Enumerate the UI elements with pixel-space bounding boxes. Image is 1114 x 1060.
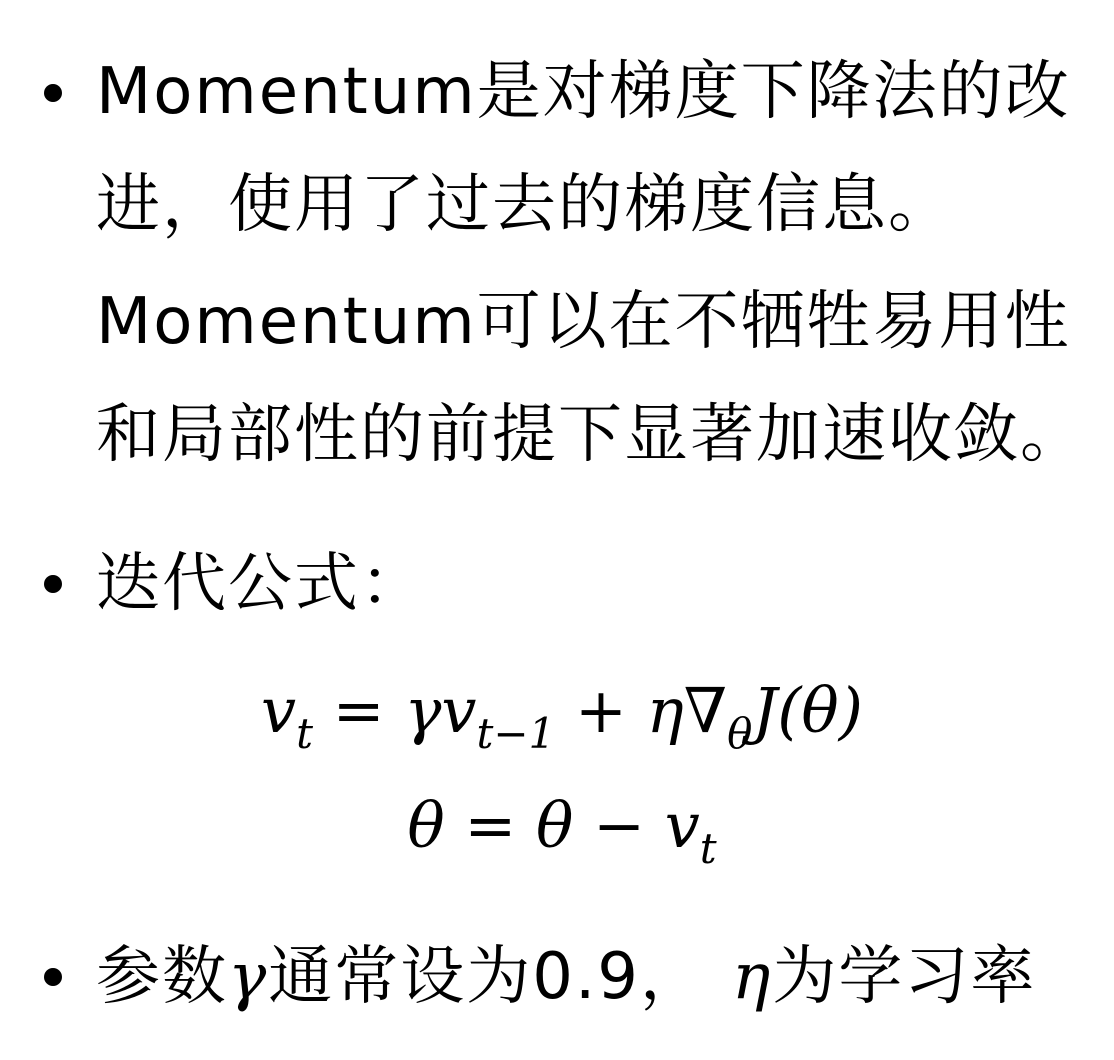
bullet-2-label: 迭代公式： bbox=[96, 547, 426, 621]
bullet-3-post: 为学习率 bbox=[772, 940, 1037, 1014]
bullet-3-gamma: γ bbox=[228, 940, 269, 1014]
formula-nabla: ∇ bbox=[683, 674, 728, 747]
formula-sub-theta: θ bbox=[727, 709, 753, 758]
formula-sub-t-minus-1: t−1 bbox=[476, 709, 556, 758]
formula-minus: − bbox=[573, 789, 665, 862]
formula-theta-left: θ bbox=[407, 789, 445, 862]
bullet-3-pre: 参数 bbox=[96, 940, 228, 1014]
bullet-dot-icon bbox=[44, 968, 62, 986]
bullet-3-line bbox=[96, 940, 1037, 1014]
formula-arg: (θ) bbox=[777, 674, 863, 747]
bullet-3-eta: η bbox=[732, 940, 773, 1014]
formula-plus: + bbox=[555, 674, 647, 747]
bullet-1-line-4: 和局部性的前提下显著加速收敛。 bbox=[96, 398, 1086, 472]
formula-equals: = bbox=[312, 674, 405, 747]
bullet-3-mid: 通常设为0.9， bbox=[268, 940, 707, 1014]
bullet-1-line-2: 进，使用了过去的梯度信息。 bbox=[96, 168, 954, 242]
bullet-dot-icon bbox=[44, 575, 62, 593]
formula-gamma: γ bbox=[404, 674, 442, 747]
bullet-1-line-1: Momentum是对梯度下降法的改 bbox=[96, 55, 1071, 129]
formula-v: v bbox=[261, 674, 297, 747]
formula-theta-update bbox=[0, 789, 1114, 873]
formula-velocity-update bbox=[0, 674, 1114, 758]
formula-theta-right: θ bbox=[536, 789, 574, 862]
formula-v: v bbox=[664, 789, 700, 862]
formula-eta: η bbox=[646, 674, 684, 747]
formula-sub-t: t bbox=[296, 709, 313, 758]
bullet-dot-icon bbox=[44, 84, 62, 102]
bullet-1-line-3: Momentum可以在不牺牲易用性 bbox=[96, 285, 1071, 359]
formula-J: J bbox=[752, 674, 778, 747]
formula-sub-t: t bbox=[699, 824, 717, 873]
formula-equals: = bbox=[444, 789, 537, 862]
formula-v-prev: v bbox=[441, 674, 477, 747]
